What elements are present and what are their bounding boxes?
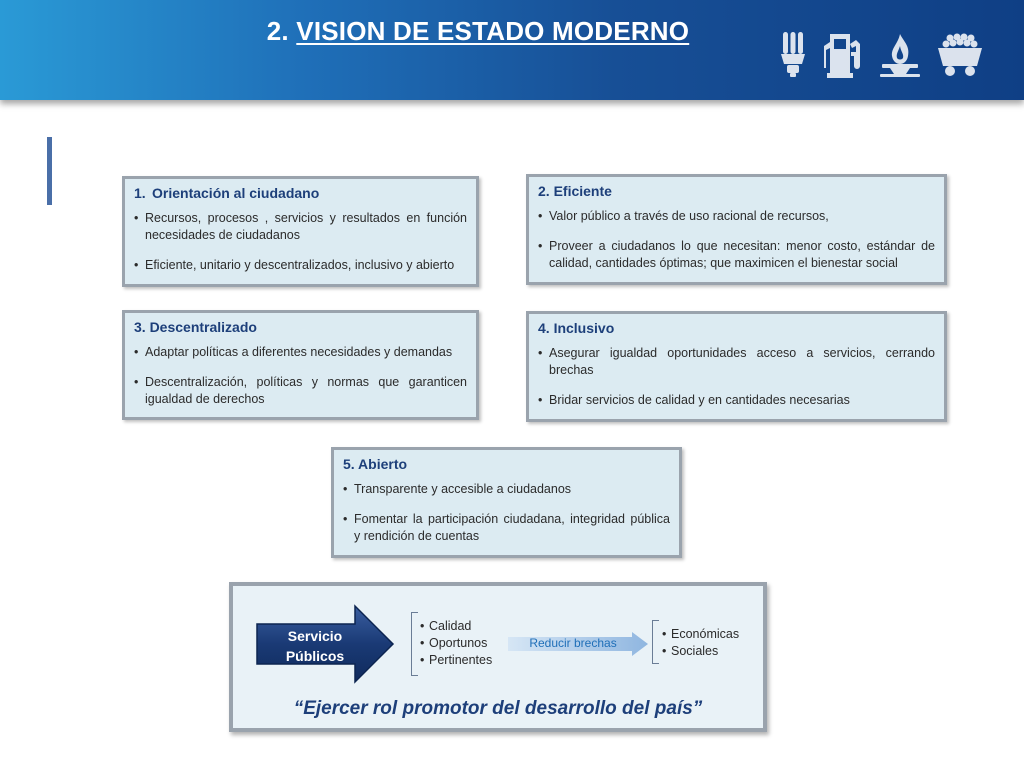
- bullet-item: • Fomentar la participación ciudadana, integridad pública y rendición de cuentas: [343, 511, 670, 545]
- quality-item: • Pertinentes: [420, 652, 492, 669]
- box-title: 1. Orientación al ciudadano: [134, 185, 320, 201]
- gap-item: • Sociales: [662, 643, 739, 660]
- box-title: 5. Abierto: [343, 456, 408, 472]
- bullet-list: [134, 210, 467, 274]
- box-eficiente: [526, 174, 947, 285]
- quote-text: “Ejercer rol promotor del desarrollo del país”: [293, 698, 703, 719]
- box-orientacion: [122, 176, 479, 287]
- brace-right: [652, 620, 659, 664]
- bullet-item: • Bridar servicios de calidad y en cantidades necesarias: [538, 392, 935, 409]
- gaps-list: [662, 626, 739, 660]
- fuel-pump-icon: [820, 30, 864, 78]
- box-abierto: [331, 447, 682, 558]
- box-title: 3. Descentralizado: [134, 319, 257, 335]
- reduce-label: Reducir brechas: [529, 636, 617, 650]
- qualities-list: [420, 618, 492, 669]
- page-title-text: VISION DE ESTADO MODERNO: [296, 16, 690, 46]
- bullet-list: [538, 345, 935, 409]
- bullet-list: [538, 208, 935, 272]
- bullet-list: [343, 481, 670, 545]
- box-title: 4. Inclusivo: [538, 320, 615, 336]
- bullet-list: [134, 344, 467, 408]
- brace-left: [411, 612, 418, 676]
- quality-item: • Calidad: [420, 618, 492, 635]
- bullet-item: • Asegurar igualdad oportunidades acceso a servicios, cerrando brechas: [538, 345, 935, 379]
- mine-cart-icon: [936, 30, 984, 78]
- summary-box: [229, 582, 767, 732]
- gap-item: • Económicas: [662, 626, 739, 643]
- header-icons: [780, 28, 984, 78]
- box-inclusivo: [526, 311, 947, 422]
- quality-item: • Oportunos: [420, 635, 492, 652]
- bullet-item: • Valor público a través de uso racional de recursos,: [538, 208, 935, 225]
- bullet-item: • Recursos, procesos , servicios y resultados en función necesidades de ciudadanos: [134, 210, 467, 244]
- bullet-item: • Transparente y accesible a ciudadanos: [343, 481, 670, 498]
- bullet-item: • Eficiente, unitario y descentralizados, inclusivo y abierto: [134, 257, 467, 274]
- page-title-number: 2.: [266, 16, 289, 46]
- gas-flame-icon: [878, 30, 922, 78]
- arrow-label: Servicio Públicos: [285, 628, 345, 664]
- servicio-publicos-arrow: [255, 604, 395, 684]
- bullet-item: • Adaptar políticas a diferentes necesidades y demandas: [134, 344, 467, 361]
- accent-bar: [47, 137, 52, 205]
- bullet-item: • Descentralización, políticas y normas que garanticen igualdad de derechos: [134, 374, 467, 408]
- light-bulb-icon: [780, 30, 806, 78]
- bullet-item: • Proveer a ciudadanos lo que necesitan: menor costo, estándar de calidad, cantidades óptimas; que maximicen el bienestar social: [538, 238, 935, 272]
- box-title: 2. Eficiente: [538, 183, 612, 199]
- header-bar: [0, 0, 1024, 100]
- box-descentralizado: [122, 310, 479, 420]
